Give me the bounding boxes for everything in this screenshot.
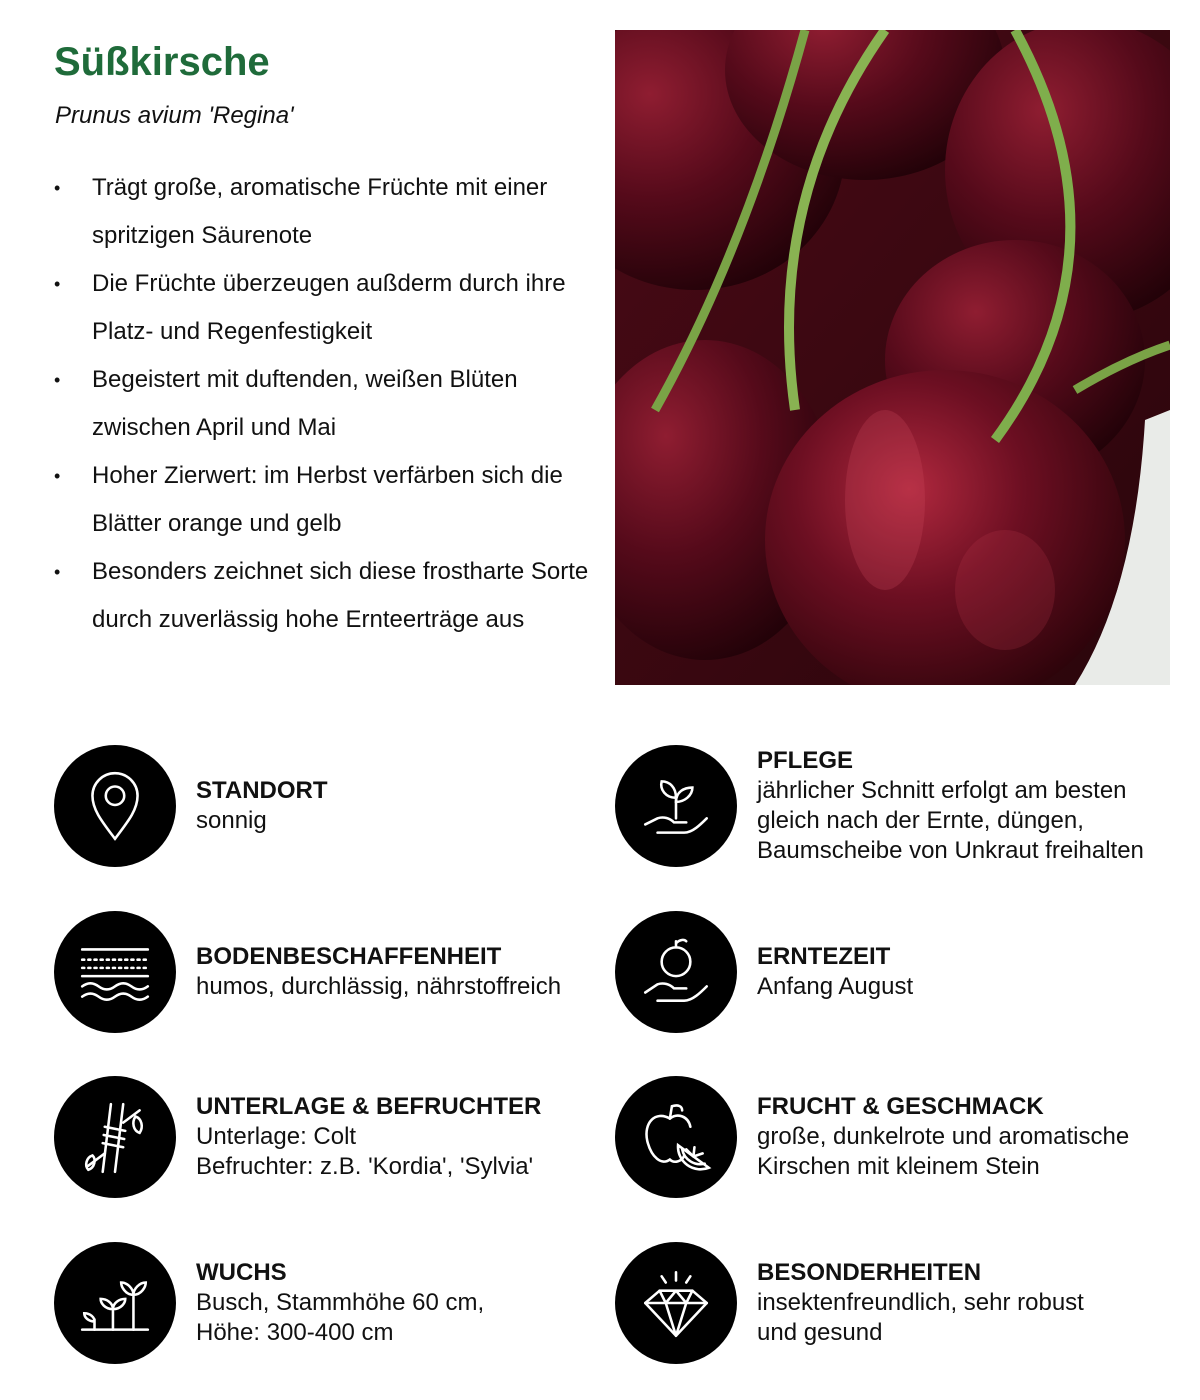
info-heading: UNTERLAGE & BEFRUCHTER [196, 1093, 542, 1120]
info-heading: ERNTEZEIT [757, 943, 891, 970]
info-pflege [615, 745, 1144, 867]
info-heading: WUCHS [196, 1259, 287, 1286]
seedling-hand-icon [615, 745, 737, 867]
info-heading: STANDORT [196, 777, 328, 804]
info-body: große, dunkelrote und aromatische Kirschen mit kleinem Stein [757, 1123, 1130, 1180]
info-standort [54, 745, 328, 867]
info-heading: PFLEGE [757, 747, 854, 774]
info-body: Anfang August [757, 973, 914, 1000]
info-unterlage [54, 1076, 541, 1198]
info-besonderheiten [615, 1242, 1084, 1364]
info-body: Unterlage: Colt Befruchter: z.B. 'Kordia', 'Sylvia' [196, 1123, 534, 1180]
growing-plants-icon [54, 1242, 176, 1364]
feature-item: • Hoher Zierwert: im Herbst verfärben sich die Blätter orange und gelb [54, 452, 594, 548]
info-frucht [615, 1076, 1129, 1198]
fruit-hand-icon [615, 911, 737, 1033]
feature-item: • Die Früchte überzeugen außderm durch ihre Platz- und Regenfestigkeit [54, 260, 594, 356]
info-wuchs [54, 1242, 484, 1364]
info-erntezeit [615, 911, 913, 1033]
feature-item: • Trägt große, aromatische Früchte mit einer spritzigen Säurenote [54, 164, 594, 260]
info-body: insektenfreundlich, sehr robust und gesund [757, 1289, 1084, 1346]
feature-item: • Begeistert mit duftenden, weißen Blüten zwischen April und Mai [54, 356, 594, 452]
info-heading: BODENBESCHAFFENHEIT [196, 943, 502, 970]
info-body: humos, durchlässig, nährstoffreich [196, 973, 562, 1000]
info-heading: FRUCHT & GESCHMACK [757, 1093, 1044, 1120]
location-pin-icon [54, 745, 176, 867]
info-body: jährlicher Schnitt erfolgt am besten gleich nach der Ernte, düngen, Baumscheibe von Unkraut freihalten [757, 777, 1144, 864]
page-title: Süßkirsche [54, 40, 270, 84]
botanical-name: Prunus avium 'Regina' [55, 102, 294, 129]
soil-layers-icon [54, 911, 176, 1033]
feature-item: • Besonders zeichnet sich diese frostharte Sorte durch zuverlässig hohe Ernteerträge aus [54, 548, 594, 644]
grafted-branch-icon [54, 1076, 176, 1198]
info-boden [54, 911, 561, 1033]
info-body: sonnig [196, 807, 267, 834]
info-heading: BESONDERHEITEN [757, 1259, 982, 1286]
diamond-icon [615, 1242, 737, 1364]
info-body: Busch, Stammhöhe 60 cm, Höhe: 300-400 cm [196, 1289, 485, 1346]
cherries-photo [615, 30, 1170, 685]
feature-list [54, 164, 594, 644]
apple-orange-icon [615, 1076, 737, 1198]
